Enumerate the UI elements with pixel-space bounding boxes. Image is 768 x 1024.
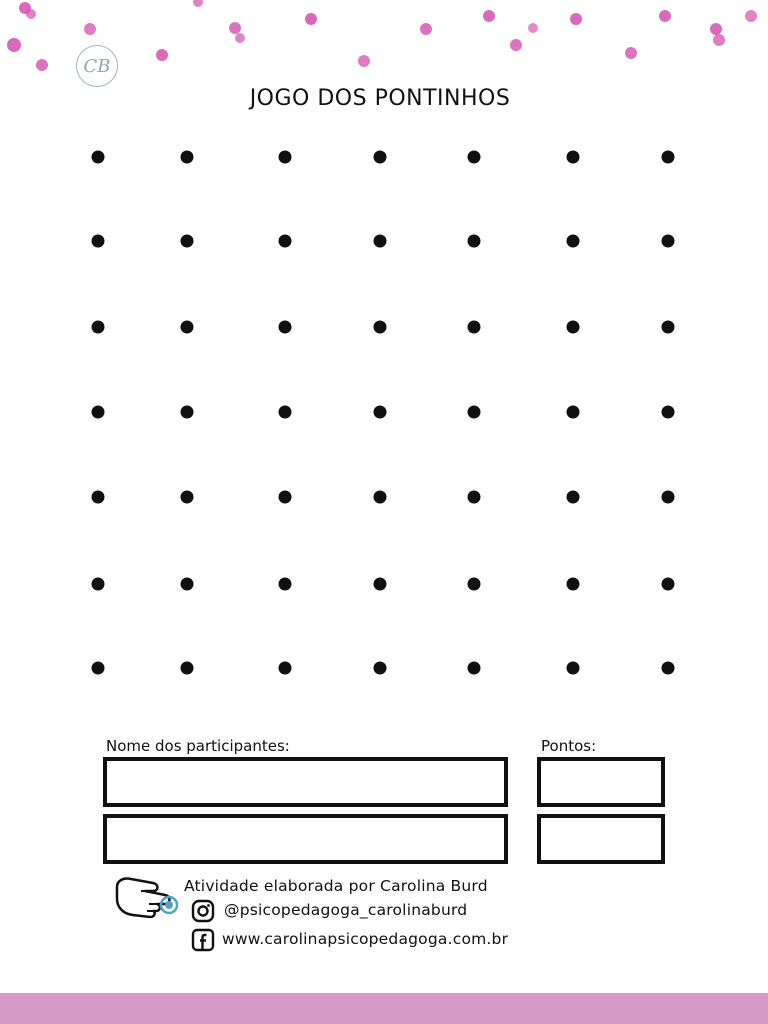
grid-dot[interactable] xyxy=(92,491,105,504)
page-title: JOGO DOS PONTINHOS xyxy=(249,86,511,111)
grid-dot[interactable] xyxy=(181,235,194,248)
grid-dot[interactable] xyxy=(567,491,580,504)
grid-dot[interactable] xyxy=(374,406,387,419)
grid-dot[interactable] xyxy=(662,321,675,334)
grid-dot[interactable] xyxy=(374,235,387,248)
grid-dot[interactable] xyxy=(468,406,481,419)
grid-dot[interactable] xyxy=(279,406,292,419)
grid-dot[interactable] xyxy=(468,235,481,248)
grid-dot[interactable] xyxy=(468,578,481,591)
author-credit: Atividade elaborada por Carolina Burd xyxy=(184,877,488,895)
footer-band xyxy=(0,993,768,1024)
grid-dot[interactable] xyxy=(662,491,675,504)
grid-dot[interactable] xyxy=(662,235,675,248)
grid-dot[interactable] xyxy=(662,578,675,591)
grid-dot[interactable] xyxy=(279,151,292,164)
facebook-icon xyxy=(191,928,215,952)
grid-dot[interactable] xyxy=(468,321,481,334)
grid-dot[interactable] xyxy=(567,578,580,591)
instagram-handle[interactable]: @psicopedagoga_carolinaburd xyxy=(224,901,468,919)
grid-dot[interactable] xyxy=(468,491,481,504)
grid-dot[interactable] xyxy=(468,662,481,675)
points-field-2[interactable] xyxy=(537,814,665,864)
grid-dot[interactable] xyxy=(374,321,387,334)
grid-dot[interactable] xyxy=(374,491,387,504)
grid-dot[interactable] xyxy=(567,662,580,675)
grid-dot[interactable] xyxy=(374,662,387,675)
grid-dot[interactable] xyxy=(181,578,194,591)
grid-dot[interactable] xyxy=(374,151,387,164)
grid-dot[interactable] xyxy=(662,151,675,164)
grid-dot[interactable] xyxy=(567,321,580,334)
grid-dot[interactable] xyxy=(662,662,675,675)
participant-name-field-2[interactable] xyxy=(103,814,508,864)
grid-dot[interactable] xyxy=(468,151,481,164)
grid-dot[interactable] xyxy=(181,151,194,164)
grid-dot[interactable] xyxy=(279,491,292,504)
pointing-hand-icon xyxy=(113,873,185,921)
grid-dot[interactable] xyxy=(181,406,194,419)
participants-label: Nome dos participantes: xyxy=(106,737,290,755)
grid-dot[interactable] xyxy=(374,578,387,591)
grid-dot[interactable] xyxy=(279,578,292,591)
grid-dot[interactable] xyxy=(92,321,105,334)
grid-dot[interactable] xyxy=(181,491,194,504)
grid-dot[interactable] xyxy=(279,662,292,675)
grid-dot[interactable] xyxy=(92,578,105,591)
grid-dot[interactable] xyxy=(279,235,292,248)
instagram-icon xyxy=(191,899,215,923)
grid-dot[interactable] xyxy=(181,662,194,675)
grid-dot[interactable] xyxy=(92,406,105,419)
logo-monogram: CB xyxy=(76,45,118,87)
grid-dot[interactable] xyxy=(92,235,105,248)
grid-dot[interactable] xyxy=(92,151,105,164)
points-label: Pontos: xyxy=(541,737,597,755)
website-link[interactable]: www.carolinapsicopedagoga.com.br xyxy=(222,930,509,948)
grid-dot[interactable] xyxy=(567,235,580,248)
grid-dot[interactable] xyxy=(181,321,194,334)
grid-dot[interactable] xyxy=(279,321,292,334)
grid-dot[interactable] xyxy=(92,662,105,675)
grid-dot[interactable] xyxy=(567,406,580,419)
points-field-1[interactable] xyxy=(537,757,665,807)
grid-dot[interactable] xyxy=(662,406,675,419)
grid-dot[interactable] xyxy=(567,151,580,164)
participant-name-field-1[interactable] xyxy=(103,757,508,807)
